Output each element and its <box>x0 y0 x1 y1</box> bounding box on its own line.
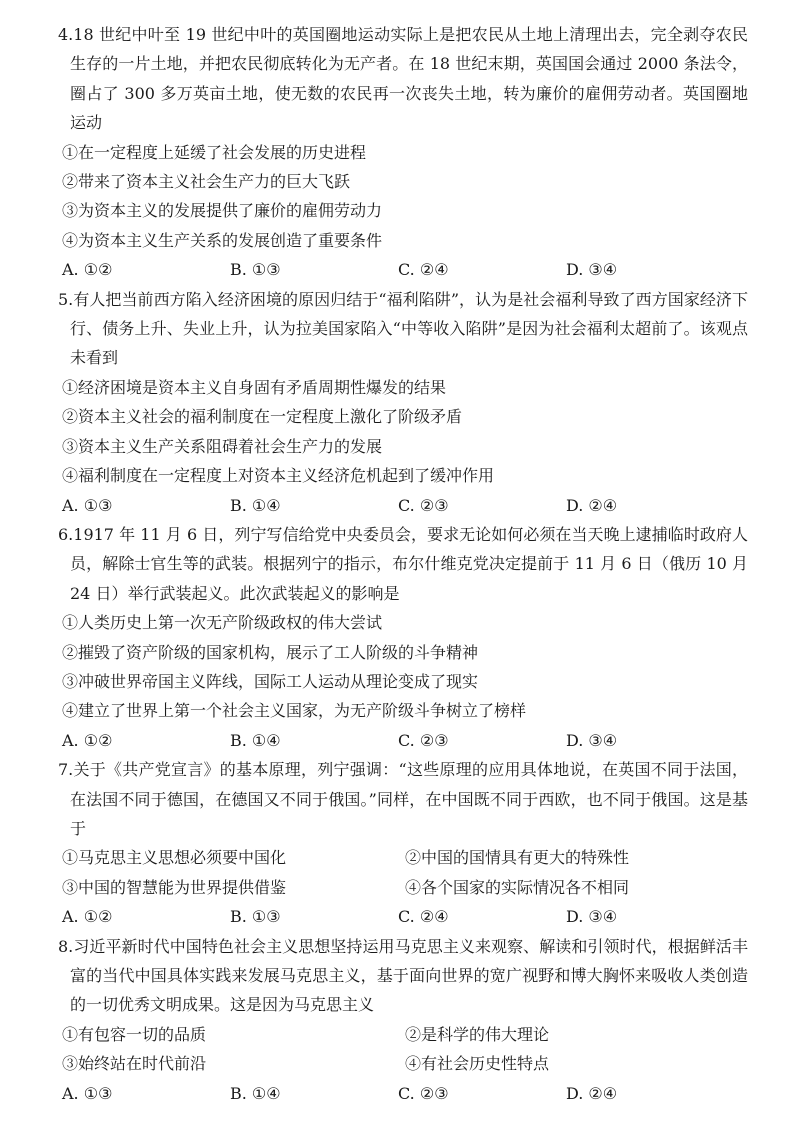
answer-options <box>58 1079 748 1108</box>
question-number: 8. <box>58 936 74 956</box>
option-b[interactable]: B. ①④ <box>230 1083 281 1103</box>
option-d[interactable]: D. ③④ <box>566 907 618 927</box>
option-d[interactable]: D. ②④ <box>566 495 618 515</box>
option-c[interactable]: C. ②③ <box>398 730 449 750</box>
option-a[interactable]: A. ①③ <box>62 1083 113 1103</box>
option-c[interactable]: C. ②③ <box>398 1083 449 1103</box>
option-c[interactable]: C. ②④ <box>398 907 449 927</box>
option-d[interactable]: D. ②④ <box>566 1083 618 1103</box>
question-5 <box>58 285 748 520</box>
option-a[interactable]: A. ①② <box>62 260 113 280</box>
option-b[interactable]: B. ①③ <box>230 260 281 280</box>
statement-row <box>58 1049 748 1078</box>
question-number: 4. <box>58 25 74 44</box>
statement: ③冲破世界帝国主义阵线，国际工人运动从理论变成了现实 <box>62 671 479 691</box>
question-stem <box>58 20 748 138</box>
statement: ④各个国家的实际情况各不相同 <box>405 877 630 897</box>
option-d[interactable]: D. ③④ <box>566 730 618 750</box>
statement: ④福利制度在一定程度上对资本主义经济危机起到了缓冲作用 <box>62 466 495 486</box>
statement: ②中国的国情具有更大的特殊性 <box>405 848 630 868</box>
answer-options <box>58 491 748 520</box>
statement: ③为资本主义的发展提供了廉价的雇佣劳动力 <box>62 201 383 221</box>
question-stem <box>58 520 748 608</box>
question-text: 习近平新时代中国特色社会主义思想坚持运用马克思主义来观察、解读和引领时代，根据鲜活丰富的当代中国具体实践来发展马克思主义，基于面向世界的宽广视野和博大胸怀来吸收人类创造的一切优秀文明成果。这是因为马克思主义 <box>70 936 748 1015</box>
statement: ③始终站在时代前沿 <box>62 1054 207 1074</box>
question-text: 关于《共产党宣言》的基本原理，列宁强调：“这些原理的应用具体地说，在英国不同于法国，在法国不同于德国，在德国又不同于俄国。”同样，在中国既不同于西欧，也不同于俄国。这是基于 <box>70 760 748 838</box>
question-stem <box>58 285 748 373</box>
question-number: 7. <box>58 760 74 780</box>
statement: ④有社会历史性特点 <box>405 1054 550 1074</box>
option-b[interactable]: B. ①③ <box>230 907 281 927</box>
option-c[interactable]: C. ②③ <box>398 495 449 515</box>
statement: ①人类历史上第一次无产阶级政权的伟大尝试 <box>62 613 383 633</box>
statement: ②是科学的伟大理论 <box>405 1024 550 1044</box>
option-b[interactable]: B. ①④ <box>230 495 281 515</box>
question-8 <box>58 932 748 1108</box>
statement: ③中国的智慧能为世界提供借鉴 <box>62 877 287 897</box>
statement-row <box>58 873 748 902</box>
question-number: 6. <box>58 524 74 544</box>
statement: ①有包容一切的品质 <box>62 1024 207 1044</box>
statement-row <box>58 843 748 872</box>
question-text: 1917 年 11 月 6 日，列宁写信给党中央委员会，要求无论如何必须在当天晚上逮捕临时政府人员，解除士官生等的武装。根据列宁的指示，布尔什维克党决定提前于 11 月 6 日（俄历 10 月 24 日）举行武装起义。此次武装起义的影响是 <box>70 524 748 603</box>
question-text: 有人把当前西方陷入经济困境的原因归结于“福利陷阱”，认为是社会福利导致了西方国家经济下行、债务上升、失业上升，认为拉美国家陷入“中等收入陷阱”是因为社会福利太超前了。该观点未看到 <box>70 289 748 368</box>
option-d[interactable]: D. ③④ <box>566 260 618 280</box>
question-7 <box>58 755 748 931</box>
statement: ①经济困境是资本主义自身固有矛盾周期性爆发的结果 <box>62 377 447 397</box>
option-b[interactable]: B. ①④ <box>230 730 281 750</box>
question-number: 5. <box>58 289 74 309</box>
answer-options <box>58 902 748 931</box>
question-6 <box>58 520 748 755</box>
statement: ②摧毁了资产阶级的国家机构，展示了工人阶级的斗争精神 <box>62 642 479 662</box>
question-4 <box>58 20 748 285</box>
option-c[interactable]: C. ②④ <box>398 260 449 280</box>
option-a[interactable]: A. ①② <box>62 730 113 750</box>
statement: ①在一定程度上延缓了社会发展的历史进程 <box>62 142 367 162</box>
statement: ④为资本主义生产关系的发展创造了重要条件 <box>62 230 383 250</box>
answer-options <box>58 726 748 755</box>
statement: ③资本主义生产关系阻碍着社会生产力的发展 <box>62 436 383 456</box>
statement: ②资本主义社会的福利制度在一定程度上激化了阶级矛盾 <box>62 407 463 427</box>
exam-page <box>58 20 748 1108</box>
statement: ④建立了世界上第一个社会主义国家，为无产阶级斗争树立了榜样 <box>62 701 527 721</box>
question-text: 18 世纪中叶至 19 世纪中叶的英国圈地运动实际上是把农民从土地上清理出去，完全剥夺农民生存的一片土地，并把农民彻底转化为无产者。在 18 世纪末期，英国国会通过 2000 条法令，圈占了 300 多万英亩土地，使无数的农民再一次丧失土地，转为廉价的雇佣劳动者。英国圈地运动 <box>70 25 748 133</box>
question-stem <box>58 932 748 1020</box>
option-a[interactable]: A. ①② <box>62 907 113 927</box>
statement: ①马克思主义思想必须要中国化 <box>62 848 287 868</box>
statement-row <box>58 1020 748 1049</box>
question-stem <box>58 755 748 843</box>
option-a[interactable]: A. ①③ <box>62 495 113 515</box>
answer-options <box>58 255 748 284</box>
statement: ②带来了资本主义社会生产力的巨大飞跃 <box>62 172 351 192</box>
